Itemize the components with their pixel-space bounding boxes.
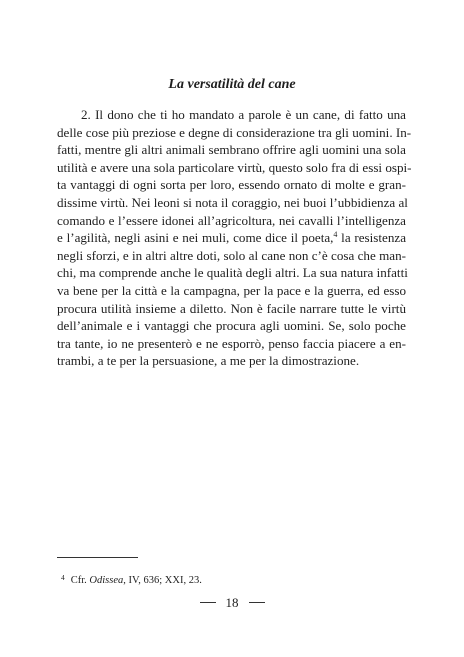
footnote-number: 4 xyxy=(61,573,65,582)
text-line: 2. Il dono che ti ho mandato a parole è un cane, di fatto una xyxy=(81,107,406,122)
footnote-reference-text: , IV, 636; XXI, 23. xyxy=(123,575,202,586)
text-line: procura utilità insieme a diletto. Non è facile narrare tutte le virtù xyxy=(57,300,406,316)
footnote-work-title: Odissea xyxy=(89,575,124,586)
footnote-separator xyxy=(57,557,138,558)
text-line: dell’animale e i vantaggi che procura agli uomini. Se, solo poche xyxy=(57,318,406,334)
footnote-prefix: Cfr. xyxy=(70,575,90,586)
text-line: negli sforzi, e in altri altre doti, solo al cane non c’è cosa che man- xyxy=(57,247,406,263)
section-title: La versatilità del cane xyxy=(168,77,296,92)
text-line: tra tante, io ne presenterò e ne esporrò, penso faccia piacere a en- xyxy=(57,335,406,351)
dash-right xyxy=(249,602,265,603)
page-number-footer xyxy=(0,594,464,612)
text-line: fatti, mentre gli altri animali sembrano offrire agli uomini una sola xyxy=(57,142,406,158)
footnote-reference[interactable]: 4 xyxy=(333,230,338,240)
text-line: utilità e avere una sola particolare virtù, questo solo fra di essi ospi- xyxy=(57,159,412,175)
page-number: 18 xyxy=(225,595,239,610)
text-line: trambi, a te per la persuasione, a me per la dimostrazione. xyxy=(57,353,360,369)
text-line-with-footnote xyxy=(57,229,406,247)
dash-left xyxy=(200,602,216,603)
text-line: comando e l’essere idonei all’agricoltura, nei cavalli l’intelligenza xyxy=(57,212,406,228)
text-segment: e l’agilità, negli asini e nei muli, come dice il poeta, xyxy=(57,230,334,246)
text-segment: la resistenza xyxy=(337,230,406,246)
text-line: chi, ma comprende anche le qualità degli altri. La sua natura infatti xyxy=(57,265,408,281)
text-line: delle cose più preziose e degne di considerazione tra gli uomini. In- xyxy=(57,124,412,140)
text-line: ta vantaggi di ogni sorta per loro, essendo ornato di molte e gran- xyxy=(57,177,406,193)
body-paragraph xyxy=(57,106,412,370)
text-line: dissime virtù. Nei leoni si nota il coraggio, nei buoi l’ubbidienza al xyxy=(57,194,408,210)
footnote xyxy=(57,571,406,588)
text-line: va bene per la città e la campagna, per la pace e la guerra, ed esso xyxy=(57,282,406,298)
